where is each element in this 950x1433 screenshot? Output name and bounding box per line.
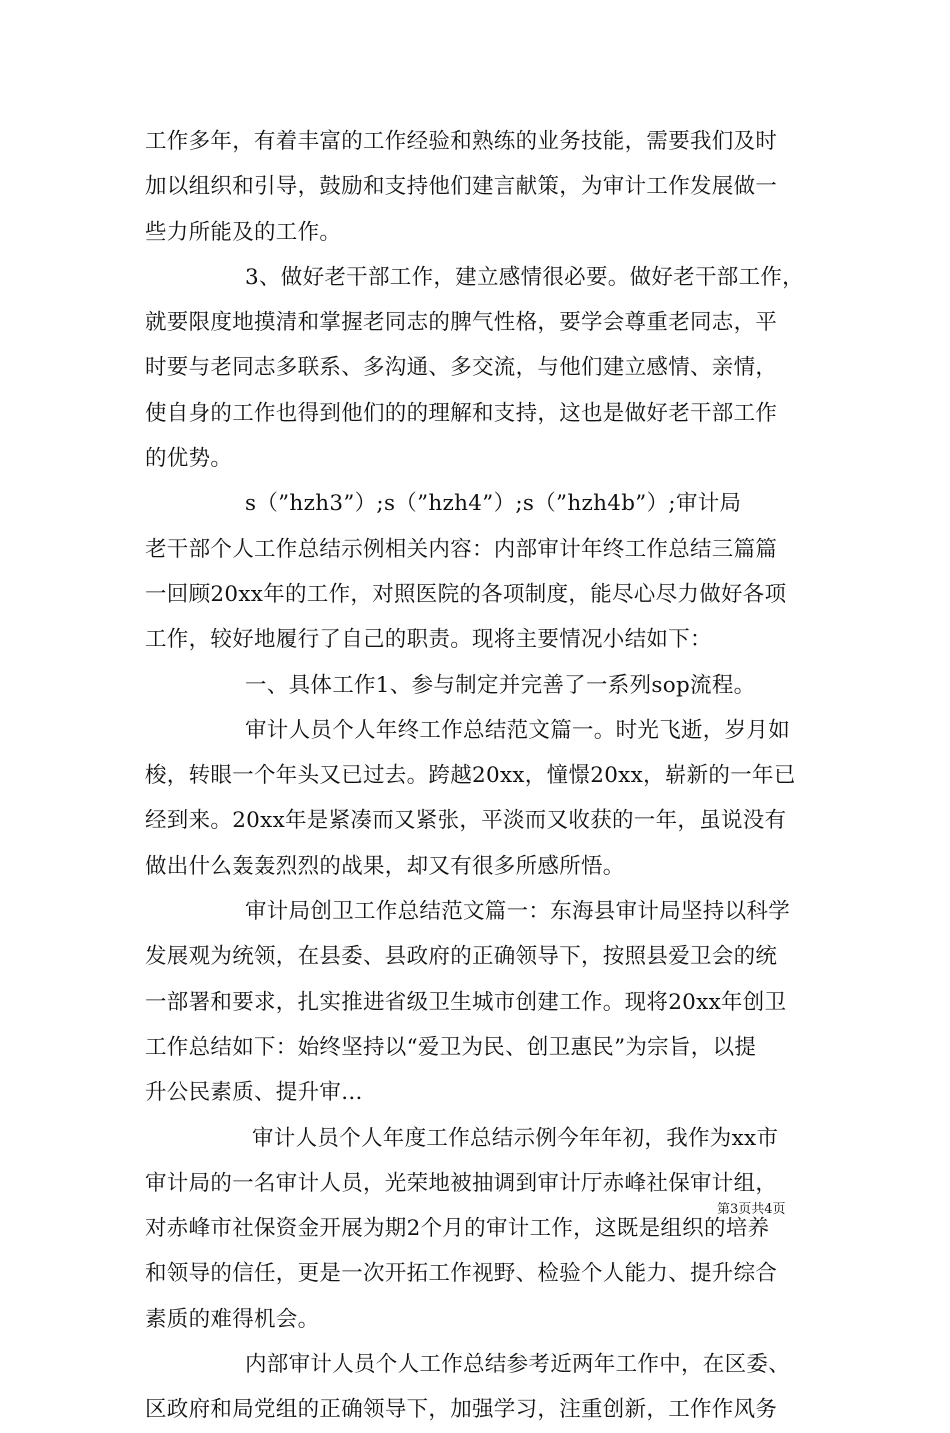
page-number-footer: 第3页共4页	[717, 1202, 786, 1217]
paragraph-start-line: 审计人员个人年终工作总结范文篇一。时光飞逝，岁月如	[245, 717, 791, 743]
text-line: 时要与老同志多联系、多沟通、多交流，与他们建立感情、亲情，	[145, 355, 778, 381]
text-line: 梭，转眼一个年头又已过去。跨越20xx，憧憬20xx，崭新的一年已	[145, 763, 796, 789]
text-line: 审计局的一名审计人员，光荣地被抽调到审计厅赤峰社保审计组，	[145, 1170, 778, 1196]
text-line: 发展观为统领，在县委、县政府的正确领导下，按照县爱卫会的统	[145, 944, 778, 970]
text-line: 一回顾20xx年的工作，对照医院的各项制度，能尽心尽力做好各项	[145, 581, 787, 607]
text-line: 做出什么轰轰烈烈的战果，却又有很多所感所悟。	[145, 853, 625, 879]
text-line: 的优势。	[145, 446, 233, 472]
paragraph-start-line: s（”hzh3”）;s（”hzh4”）;s（”hzh4b”）;审计局	[245, 491, 742, 517]
text-line: 工作，较好地履行了自己的职责。现将主要情况小结如下：	[145, 627, 712, 653]
paragraph-start-line: 审计局创卫工作总结范文篇一：东海县审计局坚持以科学	[245, 899, 791, 925]
text-line: 工作多年，有着丰富的工作经验和熟练的业务技能，需要我们及时	[145, 129, 778, 154]
text-line: 素质的难得机会。	[145, 1306, 320, 1332]
text-line: 对赤峰市社保资金开展为期2个月的审计工作，这既是组织的培养	[145, 1216, 770, 1242]
document-body	[145, 119, 809, 1433]
text-line: 一部署和要求，扎实推进省级卫生城市创建工作。现将20xx年创卫	[145, 989, 787, 1015]
text-line: 些力所能及的工作。	[145, 219, 342, 245]
text-line: 使自身的工作也得到他们的的理解和支持，这也是做好老干部工作	[145, 400, 778, 426]
text-line: 老干部个人工作总结示例相关内容：内部审计年终工作总结三篇篇	[145, 536, 778, 562]
text-line: 升公民素质、提升审...	[145, 1080, 363, 1106]
paragraph-start-line: 3、做好老干部工作，建立感情很必要。做好老干部工作，	[245, 264, 804, 290]
paragraph-start-line: 一、具体工作1、参与制定并完善了一系列sop流程。	[245, 672, 756, 698]
text-line: 经到来。20xx年是紧凑而又紧张，平淡而又收获的一年，虽说没有	[145, 808, 787, 834]
text-line: 加以组织和引导，鼓励和支持他们建言献策，为审计工作发展做一	[145, 174, 778, 200]
paragraph-start-line: 审计人员个人年度工作总结示例今年年初，我作为xx市	[252, 1125, 779, 1151]
text-line: 工作总结如下：始终坚持以“爱卫为民、创卫惠民”为宗旨，以提	[145, 1034, 757, 1060]
paragraph-start-line: 内部审计人员个人工作总结参考近两年工作中，在区委、	[245, 1352, 791, 1378]
text-line: 和领导的信任，更是一次开拓工作视野、检验个人能力、提升综合	[145, 1261, 778, 1287]
text-line: 区政府和局党组的正确领导下，加强学习，注重创新，工作作风务	[145, 1397, 778, 1423]
text-line: 就要限度地摸清和掌握老同志的脾气性格，要学会尊重老同志，平	[145, 310, 778, 336]
